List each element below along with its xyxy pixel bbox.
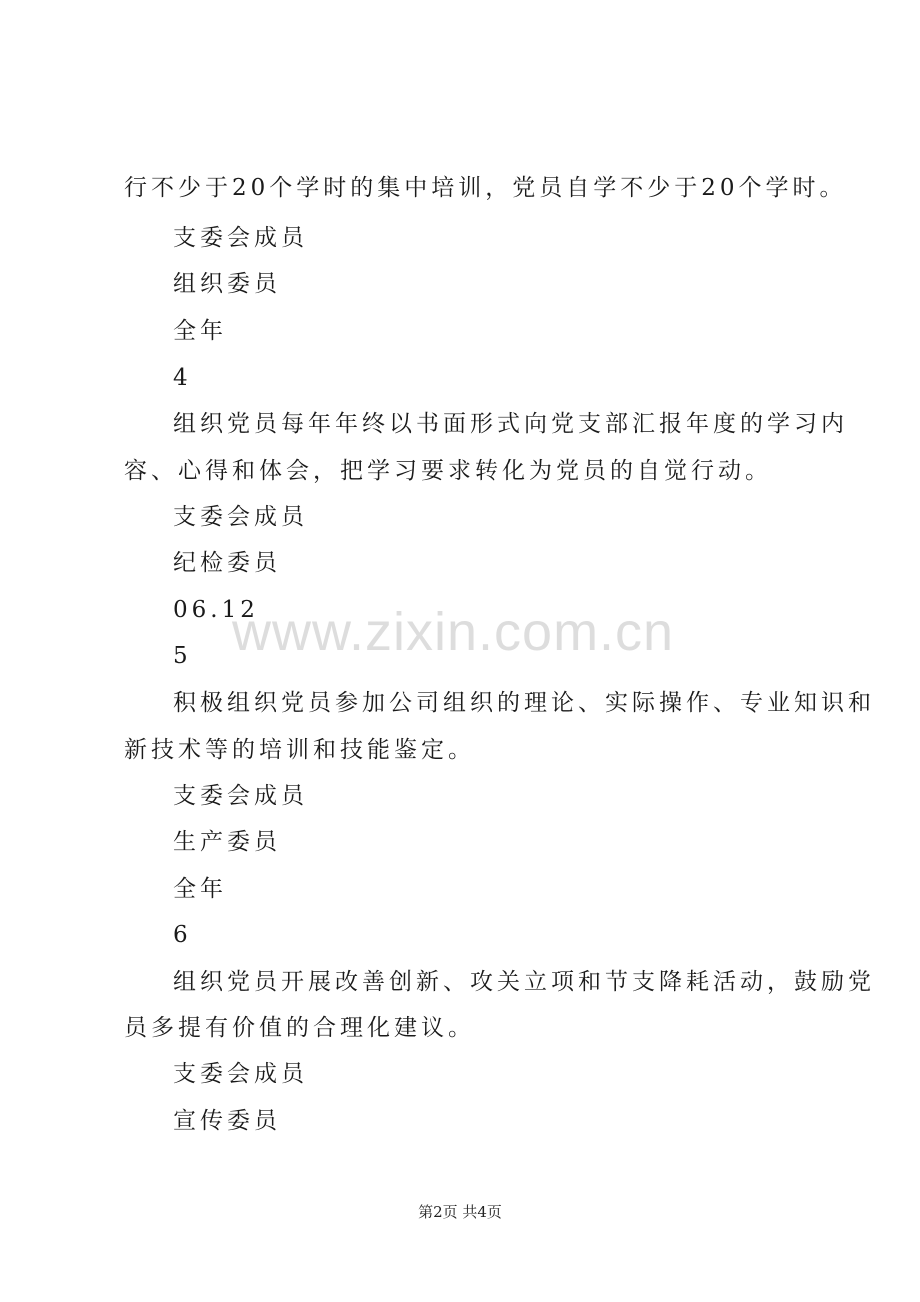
text-line: 5	[173, 643, 192, 669]
text-line: 纪检委员	[173, 550, 281, 576]
text-line: 行不少于20个学时的集中培训，党员自学不少于20个学时。	[124, 175, 847, 201]
text-line: 6	[173, 922, 192, 948]
text-line: 支委会成员	[173, 225, 308, 251]
text-line: 支委会成员	[173, 783, 308, 809]
text-line: 新技术等的培训和技能鉴定。	[124, 737, 475, 763]
text-line: 组织委员	[173, 271, 281, 297]
watermark: www.zixin.com.cn	[232, 602, 675, 662]
text-line: 宣传委员	[173, 1108, 281, 1134]
text-line: 容、心得和体会，把学习要求转化为党员的自觉行动。	[124, 458, 772, 484]
text-line: 全年	[173, 318, 227, 344]
text-line: 组织党员每年年终以书面形式向党支部汇报年度的学习内	[173, 411, 848, 437]
text-line: 支委会成员	[173, 1061, 308, 1087]
text-line: 支委会成员	[173, 504, 308, 530]
text-line: 生产委员	[173, 829, 281, 855]
text-line: 组织党员开展改善创新、攻关立项和节支降耗活动，鼓励党	[173, 969, 875, 995]
text-line: 员多提有价值的合理化建议。	[124, 1015, 475, 1041]
text-line: 全年	[173, 876, 227, 902]
text-line: 06.12	[173, 597, 259, 623]
text-line: 积极组织党员参加公司组织的理论、实际操作、专业知识和	[173, 690, 875, 716]
text-line: 4	[173, 365, 192, 391]
page-number-footer: 第2页 共4页	[418, 1203, 502, 1221]
